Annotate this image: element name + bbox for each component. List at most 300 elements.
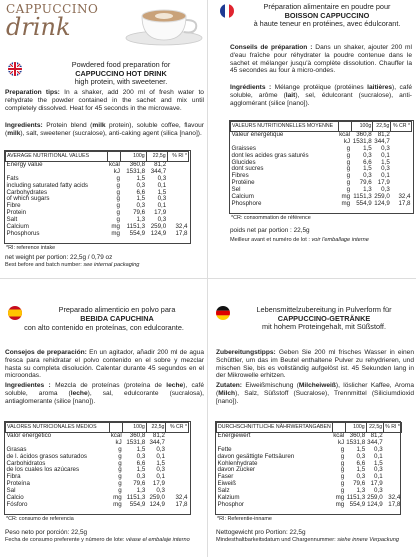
- table-header-cell: [338, 122, 351, 132]
- table-cell: 81,2: [152, 431, 165, 439]
- table-cell: g: [116, 195, 120, 203]
- table-cell: davon Zucker: [217, 466, 255, 474]
- table-cell: Fats: [6, 174, 19, 182]
- table-header-cell: % RI *: [167, 152, 188, 162]
- table-cell: g: [116, 181, 120, 189]
- table-header-cell: DURCHSCHNITTLICHE NÄHRWERTANGABEN: [217, 423, 333, 433]
- table-cell: 0,3: [374, 487, 383, 495]
- table-cell: g: [340, 487, 345, 495]
- table-cell: 1,3: [363, 186, 372, 194]
- table-cell: [384, 474, 402, 481]
- allergen: laitières: [367, 84, 393, 91]
- table-cell: Calcium: [6, 223, 29, 231]
- table-header-cell: [110, 423, 123, 433]
- table-cell: g: [346, 144, 351, 152]
- header-line-3: à haute teneur en protéines, avec édulcorant.: [253, 19, 401, 29]
- table-cell: 0,3: [156, 487, 165, 495]
- prep-text: Dans un shaker, ajouter 200 ml d'eau fraîche pour réhydrater la poudre contenue dans le sachet et mélanger jusqu'à complète dissolution. Chauffer la 45 secondes au four à micro-ondes.: [230, 44, 412, 75]
- table-cell: 1,3: [136, 216, 146, 224]
- table-cell: 1,5: [136, 445, 146, 453]
- nutrition-table-header: [217, 423, 402, 433]
- table-cell: g: [340, 452, 345, 460]
- table-cell: 124,9: [367, 500, 383, 508]
- product-name: BEBIDA CAPUCHINA: [80, 313, 154, 323]
- table-cell: Valeur énergétique: [231, 130, 284, 138]
- table-cell: [167, 169, 188, 176]
- allergen: leche: [166, 382, 184, 389]
- table-cell: 1,5: [356, 466, 366, 474]
- table-cell: [167, 203, 188, 210]
- ingredients-text: Eiweißmischung (: [242, 382, 299, 389]
- table-cell: 259,0: [374, 193, 390, 201]
- ingredients-section: [216, 382, 414, 405]
- panel-english: [0, 0, 208, 278]
- prep-label: Conseils de préparation :: [230, 44, 313, 51]
- footer: [5, 529, 205, 544]
- header-line-1: Powdered food preparation for: [71, 60, 171, 69]
- table-cell: Kohlenhydrate: [217, 459, 258, 467]
- table-header-cell: % RI *: [384, 423, 402, 433]
- table-cell: 1,5: [136, 466, 146, 474]
- table-cell: 1531,8: [346, 438, 366, 446]
- table-cell: 1,3: [136, 487, 146, 495]
- table-cell: of which sugars: [6, 195, 50, 203]
- table-cell: kcal: [339, 130, 351, 138]
- table-cell: including saturated fatty acids: [6, 181, 89, 189]
- reference-note: *CR: consumo de referencia: [6, 516, 74, 522]
- table-cell: 79,6: [359, 179, 372, 187]
- table-cell: Protéine: [231, 179, 255, 187]
- table-cell: g: [116, 209, 120, 217]
- header-line-1: Préparation alimentaire en poudre pour: [263, 2, 391, 11]
- table-cell: kcal: [333, 431, 345, 439]
- best-before-value: véase el embalaje interno: [125, 536, 190, 543]
- table-cell: 259,0: [367, 494, 383, 502]
- table-cell: Sal: [6, 487, 16, 495]
- table-cell: 0,3: [157, 195, 167, 203]
- nutrition-table-header: [231, 122, 412, 132]
- table-cell: mg: [341, 199, 351, 207]
- table-cell: g: [118, 473, 122, 481]
- table-cell: [166, 447, 189, 454]
- table-cell: 0,3: [356, 452, 366, 460]
- table-cell: 344,7: [150, 167, 167, 175]
- table-header-cell: 22,5g: [146, 423, 166, 433]
- table-cell: g: [118, 466, 122, 474]
- table-cell: 554,9: [349, 500, 366, 508]
- table-cell: Grasas: [6, 445, 27, 453]
- nutrition-table: [5, 151, 189, 238]
- table-cell: 0,3: [136, 202, 146, 210]
- table-cell: 81,2: [377, 130, 390, 138]
- table-cell: [166, 461, 189, 468]
- table-cell: g: [118, 452, 122, 460]
- product-header: [234, 306, 414, 332]
- allergen: milk: [7, 129, 21, 137]
- table-cell: 0,1: [156, 452, 165, 460]
- table-cell: [6, 169, 108, 176]
- brand-logo: [6, 2, 98, 46]
- table-cell: [384, 461, 402, 468]
- table-cell: 1,5: [381, 158, 390, 166]
- table-cell: kJ: [338, 438, 345, 446]
- table-cell: [166, 481, 189, 488]
- preparation-section: [230, 44, 412, 75]
- table-cell: [166, 440, 189, 447]
- reference-note: *RI: Referentie-inname: [217, 516, 272, 522]
- net-weight: Nettogewicht pro Portion: 22,5g: [216, 529, 306, 536]
- nutrition-table: [5, 422, 189, 509]
- table-cell: 259,0: [150, 223, 167, 231]
- table-cell: kJ: [113, 167, 120, 175]
- table-cell: 0,3: [157, 216, 167, 224]
- table-cell: g: [118, 459, 122, 467]
- table-cell: 0,1: [374, 452, 383, 460]
- best-before-value: voir l'emballage interne: [311, 236, 369, 243]
- table-cell: de l. ácidos grasos saturados: [6, 452, 87, 460]
- table-cell: 17,8: [175, 500, 188, 508]
- table-cell: 1151,3: [126, 223, 146, 231]
- product-name: CAPPUCCINO-GETRÄNKE: [277, 313, 371, 323]
- table-cell: Faser: [217, 473, 234, 481]
- table-cell: 79,6: [353, 480, 366, 488]
- table-cell: kJ: [115, 438, 122, 446]
- best-before-label: Meilleur avant et numéro de lot :: [230, 236, 312, 243]
- nutrition-table-header: [6, 423, 189, 433]
- footer: [216, 529, 414, 544]
- preparation-section: [5, 89, 204, 112]
- table-cell: Fibre: [6, 202, 21, 210]
- product-name: BOISSON CAPPUCCINO: [284, 10, 370, 20]
- uk-flag-icon: [8, 62, 22, 76]
- table-cell: [166, 474, 189, 481]
- header-line-1: Preparado alimenticio en polvo para: [58, 305, 176, 314]
- table-cell: Valor energético: [6, 431, 52, 439]
- table-cell: 124,9: [150, 229, 167, 237]
- ingredients-text: Mezcla de proteínas (proteína de: [50, 382, 167, 389]
- logo-line-1: CAPPUCCINO: [6, 2, 99, 16]
- ingredients-section: [5, 122, 204, 138]
- table-cell: Eiweiß: [217, 480, 237, 488]
- net-weight: net weight per portion: 22,5g / 0,79 oz: [5, 254, 113, 261]
- table-cell: dont les acides gras saturés: [231, 151, 309, 159]
- table-cell: 1,5: [374, 459, 383, 467]
- table-cell: 1151,3: [353, 193, 372, 201]
- table-cell: [391, 146, 412, 153]
- table-cell: 1,5: [363, 144, 372, 152]
- table-cell: Carbohydrates: [6, 188, 48, 196]
- table-cell: 1,5: [156, 459, 165, 467]
- table-cell: 1,5: [356, 445, 366, 453]
- table-cell: mg: [335, 494, 345, 502]
- header-line-3: con alto contenido en proteínas, con edulcorante.: [24, 323, 184, 332]
- nutrition-table: [216, 422, 402, 509]
- table-cell: [391, 160, 412, 167]
- ingredients-label: Ingredients:: [5, 122, 43, 129]
- best-before-label: Mindesthaltbarkeitsdatum und Chargennummer:: [216, 536, 338, 543]
- table-cell: 0,1: [157, 181, 167, 189]
- table-cell: 0,3: [374, 445, 383, 453]
- logo-line-2: drink: [6, 13, 71, 41]
- table-cell: 79,6: [133, 480, 146, 488]
- table-cell: 1531,8: [352, 137, 372, 145]
- table-row: [6, 231, 189, 238]
- table-cell: 554,9: [129, 500, 146, 508]
- table-cell: 32,4: [175, 223, 188, 231]
- table-cell: Graisses: [231, 144, 256, 152]
- table-header-cell: 100g: [345, 423, 366, 433]
- table-cell: Fette: [217, 445, 232, 453]
- table-cell: 0,1: [381, 172, 390, 180]
- allergen: milk: [92, 122, 106, 129]
- table-cell: 81,2: [370, 431, 383, 439]
- table-cell: [384, 467, 402, 474]
- table-cell: [167, 183, 188, 190]
- ingredients-section: [230, 84, 412, 107]
- ingredients-text: ), Salz, Süßstoff (Sucralose), Trennmittel (Siliciumdioxid [nano]).: [216, 389, 414, 405]
- product-header: [40, 61, 202, 87]
- table-row: [231, 201, 412, 208]
- table-cell: 0,3: [381, 186, 390, 194]
- table-cell: [384, 432, 402, 439]
- table-cell: [167, 161, 188, 168]
- prep-label: Consejos de preparación:: [5, 349, 87, 356]
- table-cell: g: [340, 445, 345, 453]
- product-header: [242, 3, 412, 29]
- preparation-section: [5, 349, 204, 380]
- ingredients-label: Ingredientes :: [5, 382, 51, 389]
- table-cell: 0,3: [136, 181, 146, 189]
- table-cell: 344,7: [149, 438, 165, 446]
- table-header-cell: 100g: [351, 122, 373, 132]
- best-before-label: Best before and batch number:: [5, 261, 84, 268]
- table-header-cell: 22,5g: [146, 152, 167, 162]
- table-header-cell: 100g: [123, 423, 147, 433]
- table-cell: 6,6: [363, 158, 372, 166]
- table-cell: 344,7: [374, 137, 390, 145]
- table-cell: [384, 440, 402, 447]
- table-cell: g: [116, 216, 120, 224]
- table-cell: [167, 190, 188, 197]
- table-cell: g: [116, 202, 120, 210]
- ingredients-label: Ingrédients :: [230, 84, 272, 91]
- table-cell: mg: [335, 500, 345, 508]
- table-cell: Carbohidratos: [6, 459, 46, 467]
- table-header-cell: 22,5g: [373, 122, 391, 132]
- table-cell: 1151,3: [346, 494, 366, 502]
- table-cell: Glucides: [231, 158, 256, 166]
- table-cell: g: [346, 165, 351, 173]
- table-cell: [166, 467, 189, 474]
- table-cell: 17,8: [388, 500, 401, 508]
- reference-note: *RI: reference intake: [6, 245, 56, 251]
- product-header-line-3: [2, 324, 206, 333]
- table-cell: 1,5: [363, 165, 372, 173]
- table-cell: [166, 432, 189, 439]
- table-cell: 6,6: [136, 188, 146, 196]
- net-weight: Peso neto por porción: 22,5g: [5, 529, 88, 536]
- product-name: CAPPUCCINO HOT DRINK: [75, 68, 167, 78]
- table-cell: 1,5: [136, 174, 146, 182]
- preparation-section: [216, 349, 414, 380]
- table-cell: Calcio: [6, 494, 24, 502]
- table-cell: 0,3: [157, 174, 167, 182]
- table-cell: mg: [341, 193, 351, 201]
- table-cell: 1,5: [136, 195, 146, 203]
- table-cell: Kalzium: [217, 494, 240, 502]
- header-line-1: Lebensmittelzubereitung in Pulverform für: [256, 305, 392, 314]
- table-cell: Salz: [217, 487, 230, 495]
- table-header-cell: 22,5g: [366, 423, 383, 433]
- table-header-cell: VALORES NUTRICIONALES MEDIOS: [6, 423, 110, 433]
- table-cell: 344,7: [367, 438, 383, 446]
- table-cell: 0,3: [381, 144, 390, 152]
- table-cell: Sel: [231, 186, 241, 194]
- ingredients-text: ), sel, édulcorant (sucralose), anti-agglomérant (silice [nano]).: [230, 91, 412, 107]
- table-cell: 124,9: [374, 199, 390, 207]
- table-cell: g: [118, 480, 122, 488]
- table-header-cell: [332, 423, 345, 433]
- table-cell: 0,3: [156, 466, 165, 474]
- panel-german: [208, 279, 416, 557]
- footer: [230, 227, 414, 244]
- table-cell: Energy value: [6, 160, 43, 168]
- best-before-label: Fecha de consumo preferente y número de lote:: [5, 536, 126, 543]
- table-cell: 32,4: [175, 494, 188, 502]
- table-cell: [167, 196, 188, 203]
- table-cell: Salt: [6, 216, 18, 224]
- table-cell: 79,6: [133, 209, 146, 217]
- table-cell: Phosphore: [231, 199, 262, 207]
- ingredients-text: ), café soluble, arôme (: [230, 84, 412, 99]
- table-cell: 0,3: [156, 445, 165, 453]
- table-cell: [391, 153, 412, 160]
- table-cell: 17,9: [377, 179, 390, 187]
- table-cell: dont sucres: [231, 165, 264, 173]
- nutrition-table-header: [6, 152, 189, 162]
- table-cell: Fósforo: [6, 500, 28, 508]
- table-cell: davon gesättigte Fettsäuren: [217, 452, 295, 460]
- coffee-cup-icon: [98, 2, 206, 46]
- table-row: [6, 502, 189, 509]
- header-line-3: mit hohem Proteingehalt, mit Süßstoff.: [262, 322, 386, 332]
- prep-text: Geben Sie 200 ml frisches Wasser in einen Schüttler, um das im Beutel enthaltene Pulver zu rehydrieren, und mischen Sie, bis es vollständig aufgelöst ist. 45 Sekunden lang in der Mikrowelle erhitzen.: [216, 349, 414, 380]
- table-cell: 1531,8: [126, 438, 146, 446]
- ingredients-text: ), café soluble, aroma (: [5, 382, 204, 397]
- table-cell: [384, 454, 402, 461]
- ingredients-section: [5, 382, 204, 405]
- table-cell: g: [346, 179, 351, 187]
- table-cell: [384, 481, 402, 488]
- table-cell: 17,8: [175, 229, 188, 237]
- table-cell: g: [118, 445, 122, 453]
- ingredients-label: Zutaten:: [216, 382, 243, 389]
- table-cell: 124,9: [149, 500, 165, 508]
- ingredients-text: ), löslicher Kaffee, Aroma (: [216, 382, 414, 397]
- panel-french: [208, 0, 416, 278]
- table-cell: 0,3: [136, 452, 146, 460]
- table-cell: 17,8: [398, 199, 411, 207]
- table-cell: de los cuales los azúcares: [6, 466, 80, 474]
- table-cell: [384, 447, 402, 454]
- table-header-cell: VALEURS NUTRITIONNELLES MOYENNE: [231, 122, 339, 132]
- table-cell: Phosphorus: [6, 229, 40, 237]
- table-cell: 0,1: [156, 473, 165, 481]
- product-header: [30, 306, 204, 323]
- footer: [5, 254, 205, 269]
- table-cell: 0,1: [157, 202, 167, 210]
- table-cell: mg: [111, 223, 120, 231]
- table-cell: g: [346, 186, 351, 194]
- ingredients-text: ), salt, sweetener (sucralose), anti-caking agent (silica [nano]).: [20, 129, 202, 137]
- prep-label: Preparation tips:: [5, 89, 60, 96]
- best-before-value: see internal packaging: [83, 261, 140, 268]
- table-cell: 0,3: [363, 172, 372, 180]
- table-cell: 32,4: [398, 193, 411, 201]
- ingredients-text: protein), soluble coffee, flavour (: [5, 122, 205, 137]
- table-cell: 360,8: [129, 160, 146, 168]
- table-header-cell: AVERAGE NUTRITIONAL VALUES: [6, 152, 108, 162]
- table-cell: [391, 139, 412, 146]
- table-cell: [391, 166, 412, 173]
- nutrition-table: [230, 121, 412, 208]
- table-cell: 1,5: [157, 188, 167, 196]
- table-cell: 0,3: [356, 473, 366, 481]
- table-cell: [217, 440, 333, 447]
- table-cell: 554,9: [356, 199, 372, 207]
- ingredients-text: ), sal, edulcorante (sucralosa), antiaglomerante (silice [nano]).: [5, 389, 205, 405]
- table-cell: 0,3: [381, 165, 390, 173]
- table-cell: 1151,3: [126, 494, 146, 502]
- table-cell: [391, 173, 412, 180]
- table-cell: [391, 131, 412, 138]
- table-cell: g: [118, 487, 122, 495]
- table-cell: 1,3: [356, 487, 366, 495]
- table-cell: Phosphor: [217, 500, 244, 508]
- header-line-3: high protein, with sweetener.: [74, 77, 168, 87]
- table-cell: mg: [113, 494, 122, 502]
- ingredients-text: Protein blend (: [42, 122, 93, 129]
- table-cell: 0,3: [374, 466, 383, 474]
- best-before-value: siehe innere Verpackung: [337, 536, 399, 543]
- table-cell: 6,6: [356, 459, 366, 467]
- table-cell: g: [116, 174, 120, 182]
- table-cell: [167, 176, 188, 183]
- table-cell: g: [346, 172, 351, 180]
- table-cell: kJ: [343, 137, 351, 145]
- table-cell: 554,9: [129, 229, 146, 237]
- table-cell: g: [346, 151, 351, 159]
- table-cell: 360,8: [349, 431, 366, 439]
- table-cell: g: [340, 473, 345, 481]
- table-cell: Proteína: [6, 480, 30, 488]
- prep-text: En un agitador, añadir 200 ml de agua fresca para rehidratar el polvo contenido en el sobre y mezclar hasta su completa disolución. Calentar durante 45 segundos en el microondas.: [5, 349, 204, 380]
- ingredients-text: Mélange protéique (protéines: [271, 84, 368, 91]
- table-cell: g: [340, 459, 345, 467]
- allergen: Milcheiweiß: [298, 382, 336, 389]
- table-cell: [167, 210, 188, 217]
- france-flag-icon: [220, 4, 234, 18]
- prep-label: Zubereitungstipps:: [216, 349, 276, 356]
- table-cell: 0,1: [381, 151, 390, 159]
- table-row: [217, 502, 402, 509]
- table-cell: kcal: [110, 431, 122, 439]
- table-cell: Calcium: [231, 193, 254, 201]
- table-cell: 0,3: [136, 473, 146, 481]
- table-cell: mg: [111, 229, 120, 237]
- germany-flag-icon: [216, 306, 230, 320]
- table-cell: 32,4: [388, 494, 401, 502]
